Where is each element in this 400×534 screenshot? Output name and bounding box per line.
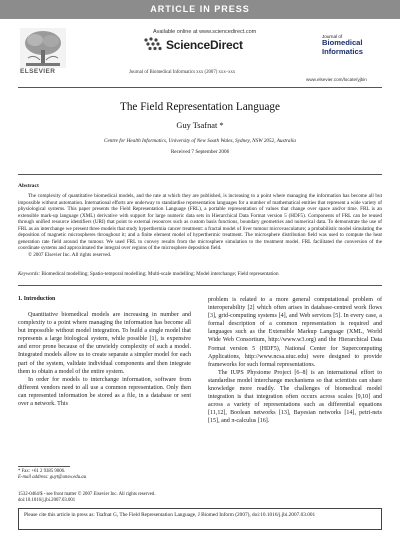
sciencedirect-wordmark: ScienceDirect [166,38,243,52]
section-heading-introduction: 1. Introduction [18,296,56,302]
body-column-right [208,296,382,426]
abstract-body [18,193,382,258]
intro-paragraph: In order for models to interchange information, software from different vendors need to all use a common representation. Only then can represented information be stored as a file, in a database or sent over a network. This [18,376,191,408]
issn-line: 1532-0464/$ - see front matter © 2007 Elsevier Inc. All rights reserved. [18,492,156,497]
keywords-line [18,271,382,277]
footnote-fax: * Fax: +61 2 9385 9006. [18,469,66,474]
journal-volume-line: Journal of Biomedical Informatics xxx (2007) xxx–xxx [129,70,236,75]
article-author: Guy Tsafnat * [176,121,224,130]
journal-title-line2: Informatics [322,46,363,56]
intro-paragraph: Quantitative biomedical models are increasing in number and complexity to a point where managing the information has become all but impossible without model integration. To build a single model that represents a large biological system, while possible [1], is expensive and error prone because of the unwieldy complexity of such a model. Integrated models allow us to create separate a simpler model for each part of the system, validate individual components and then integrate them to obtain a model of the entire system. [18,312,191,375]
journal-masthead [322,34,382,72]
available-online-text: Available online at www.sciencedirect.com [153,29,257,35]
keywords-text: Biomedical modelling; Spatio-temporal modelling; Multi-scale modelling; Model interchange; Field representation [40,271,279,277]
intro-paragraph: problem is related to a more general computational problem of interoperability [2] which often arises in database-centred work flows [3], grid-computing systems [4], and Web services [5]. In every case, a formal description of a common representation is required and languages such as the Extensible Markup Language (XML, World Wide Web Consortium, http://www.w3.org) and the Hierarchical Data Format version 5 (HDF5), National Center for Supercomputing Applications, http://www.ncsa.uiuc.edu) were designed to provide frameworks for such formal representations. [208,297,382,368]
journal-title-line1: Biomedical [322,38,363,47]
keywords-label: Keywords: [18,271,41,277]
abstract-copyright: © 2007 Elsevier Inc. All rights reserved. [28,251,112,258]
body-column-left [18,296,191,408]
sciencedirect-logo-icon [142,36,164,52]
intro-paragraph: The IUPS Physiome Project [6–8] is an international effort to standardise model interchange mechanisms so that scientists can share knowledge more readily. The challenges of biomedical model integration is that integration often occurs across scales [9,10] and across a variety of representations such as differential equations [11,12], Boolean networks [13], Bayesian networks [14], petri-nets [15], and π-calculus [16]. [208,369,382,425]
article-in-press-banner: ARTICLE IN PRESS [0,0,400,19]
journal-url: www.elsevier.com/locate/yjbin [306,77,367,82]
elsevier-tree-logo [20,28,66,68]
author-footnote [18,469,86,482]
front-matter-info [18,492,156,504]
keywords-bottom-rule [18,285,382,286]
header-rule [18,87,382,88]
abstract-top-rule [18,174,382,175]
abstract-text: The complexity of quantitative biomedical models, and the rate at which they are published, is increasing to a point where managing the information has become all but impossible without automation. International efforts are underway to standardise representation languages for a number of mathematical entities that represent a wide variety of physiological systems. This paper presents the Field Representation Language (FRL), a portable representation of values that change over space and/or time. FRL is an extensible mark-up language (XML) derivative with support for large numeric data sets in Hierarchical Data Format version 5 (HDF5). Components of FRL can be reused through unified resource identifiers (URI) that point to external resources such as custom basis functions, boundary geometries and numerical data. To demonstrate the use of FRL as an interchange we present three models that study hyperthermia cancer treatment: a fractal model of liver tumour microvasculature; a probabilistic model simulating the deposition of magnetic microspheres throughout it; and a finite element model of hyperthermic treatment. The microsphere distribution field was used to compute the heat generation rate field around the tumour. We used FRL to convey results from the microsphere simulation to the treatment model. FRL facilitated the conversion of the coordinate systems and approximated the integral over regions of the microsphere deposition field. [18,193,382,252]
abstract-heading: Abstract [18,183,39,189]
journal-of-label: Journal of [322,34,343,39]
received-date: Received 7 September 2006 [170,149,230,155]
article-title: The Field Representation Language [120,101,280,113]
publisher-name: ELSEVIER [20,68,56,75]
citation-box: Please cite this article in press as: Tsafnat G, The Field Representation Language, J Biomed Inform (2007), doi:10.1016/j.jbi.2007.03.001 [18,508,382,530]
intro-text-left [18,311,191,408]
footnote-rule [18,466,70,467]
intro-text-right [208,296,382,426]
footnote-email: E-mail address: guyt@unsw.edu.au [18,475,87,481]
author-affiliation: Centre for Health Informatics, University of New South Wales, Sydney, NSW 2052, Australia [103,138,297,144]
doi-line: doi:10.1016/j.jbi.2007.03.001 [18,498,76,503]
